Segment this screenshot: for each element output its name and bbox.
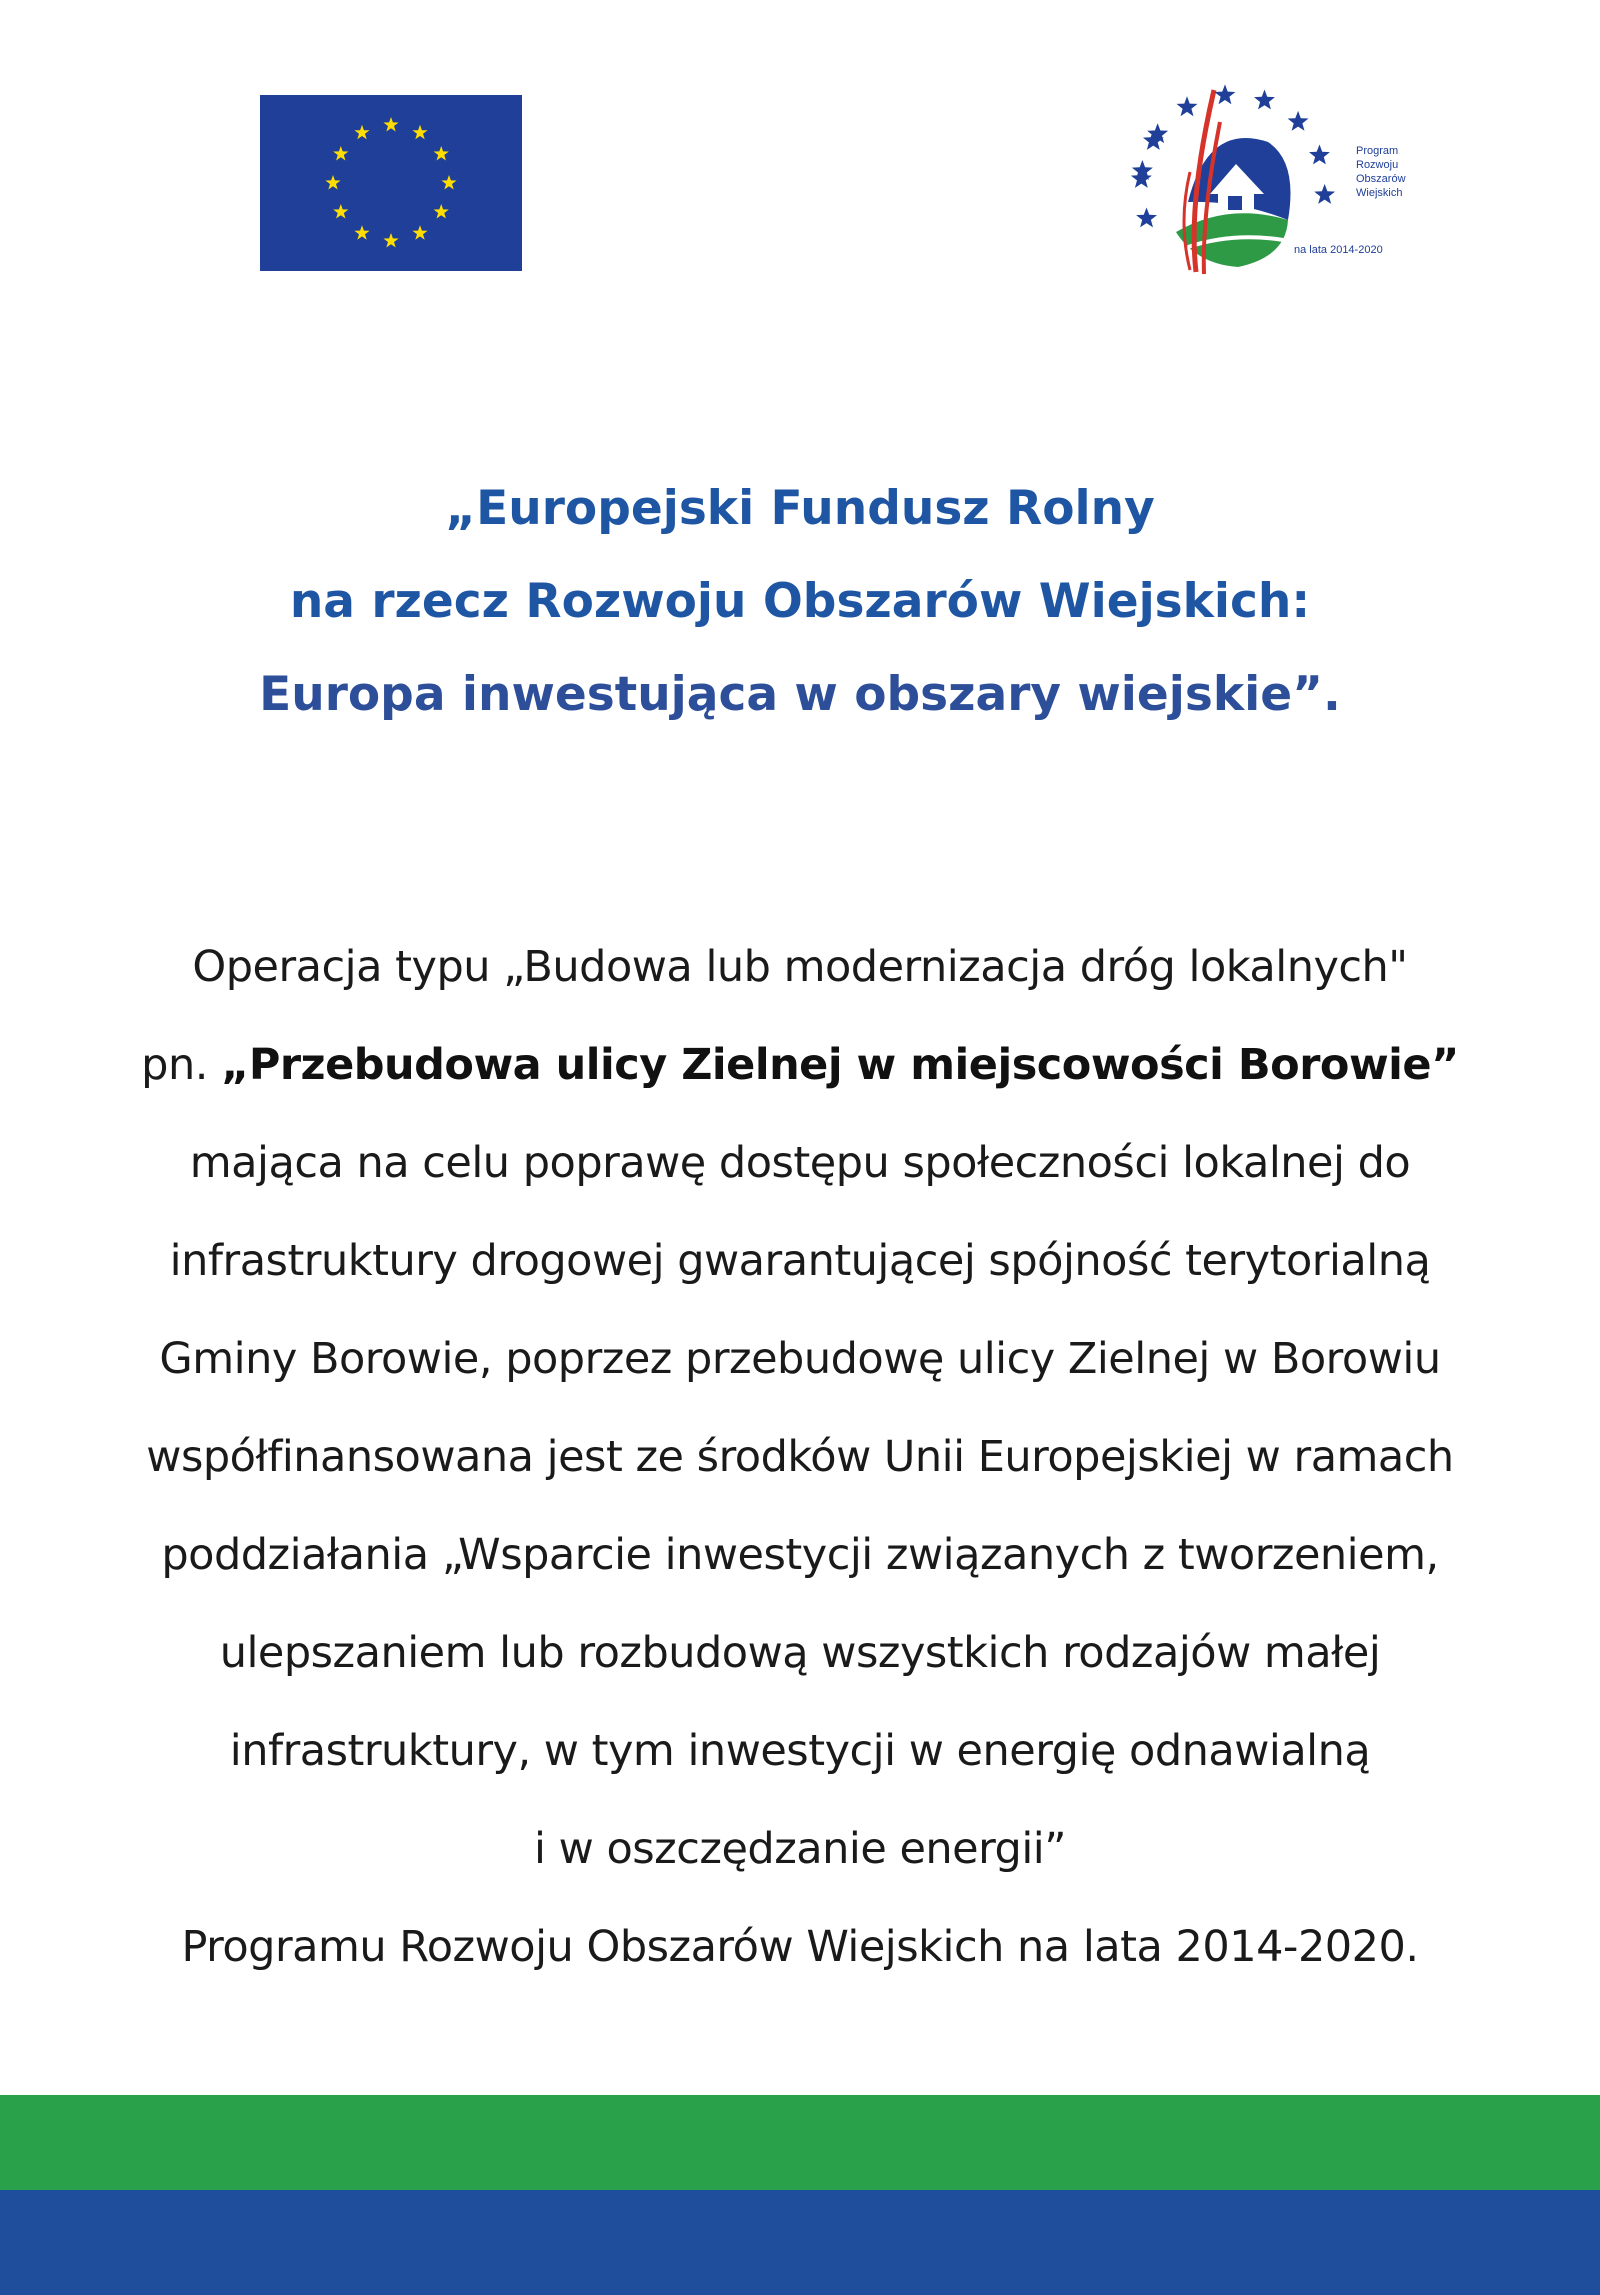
- prow-text-line3: Obszarów: [1356, 173, 1406, 185]
- eu-flag-icon: [260, 95, 522, 271]
- prow-star-icon: [1215, 84, 1236, 104]
- eu-star-icon: [354, 225, 369, 240]
- body-line-9: infrastruktury, w tym inwestycji w energię odnawialną: [229, 1726, 1371, 1776]
- prow-star-icon: [1314, 184, 1335, 204]
- body-line-8: ulepszaniem lub rozbudową wszystkich rodzajów małej: [219, 1628, 1381, 1678]
- eu-star-icon: [333, 204, 348, 219]
- eu-star-icon: [383, 233, 398, 248]
- eu-star-icon: [412, 125, 427, 139]
- prow-text-line2: Rozwoju: [1356, 159, 1399, 171]
- footer-green-band: [0, 2095, 1600, 2190]
- headline: [0, 462, 1600, 741]
- eu-star-icon: [434, 146, 449, 161]
- headline-line-3: Europa inwestująca w obszary wiejskie”.: [259, 667, 1341, 722]
- headline-line-2: na rzecz Rozwoju Obszarów Wiejskich:: [289, 574, 1311, 629]
- prow-years-text: na lata 2014-2020: [1294, 244, 1383, 256]
- prow-star-icon: [1288, 111, 1309, 131]
- eu-star-icon: [325, 175, 340, 190]
- eu-star-icon: [354, 125, 369, 139]
- eu-star-icon: [434, 204, 449, 219]
- body-line-6: współfinansowana jest ze środków Unii Europejskiej w ramach: [146, 1432, 1454, 1482]
- prow-text-line4: Wiejskich: [1356, 187, 1403, 199]
- eu-star-icon: [441, 175, 456, 190]
- headline-line-1: „Europejski Fundusz Rolny: [445, 481, 1155, 536]
- footer-blue-band: [0, 2190, 1600, 2295]
- prow-star-icon: [1177, 96, 1198, 116]
- body-line-1: Operacja typu „Budowa lub modernizacja dróg lokalnych": [192, 942, 1408, 992]
- body-line-5: Gminy Borowie, poprzez przebudowę ulicy Zielnej w Borowiu: [159, 1334, 1441, 1384]
- prow-logo-text: [1356, 144, 1406, 200]
- body-line-11: Programu Rozwoju Obszarów Wiejskich na lata 2014-2020.: [181, 1922, 1419, 1972]
- prow-star-icon: [1254, 90, 1275, 110]
- body-line-2: [0, 1016, 1600, 1114]
- eu-star-icon: [383, 117, 398, 132]
- eu-star-icon: [333, 146, 348, 161]
- body-line-7: poddziałania „Wsparcie inwestycji związanych z tworzeniem,: [161, 1530, 1439, 1580]
- prow-star-icon: [1136, 208, 1157, 228]
- body-line-3: mająca na celu poprawę dostępu społeczności lokalnej do: [189, 1138, 1411, 1188]
- eu-star-icon: [412, 225, 427, 240]
- body-line-4: infrastruktury drogowej gwarantującej spójność terytorialną: [169, 1236, 1431, 1286]
- prow-text-line1: Program: [1356, 145, 1399, 157]
- body-line-10: i w oszczędzanie energii”: [534, 1824, 1066, 1874]
- prow-star-icon: [1309, 145, 1330, 165]
- body-line-2-prefix: pn.: [141, 1040, 222, 1090]
- prow-logo-icon: [1118, 82, 1458, 282]
- project-title: „Przebudowa ulicy Zielnej w miejscowości Borowie”: [221, 1040, 1459, 1090]
- body-text: [0, 918, 1600, 1996]
